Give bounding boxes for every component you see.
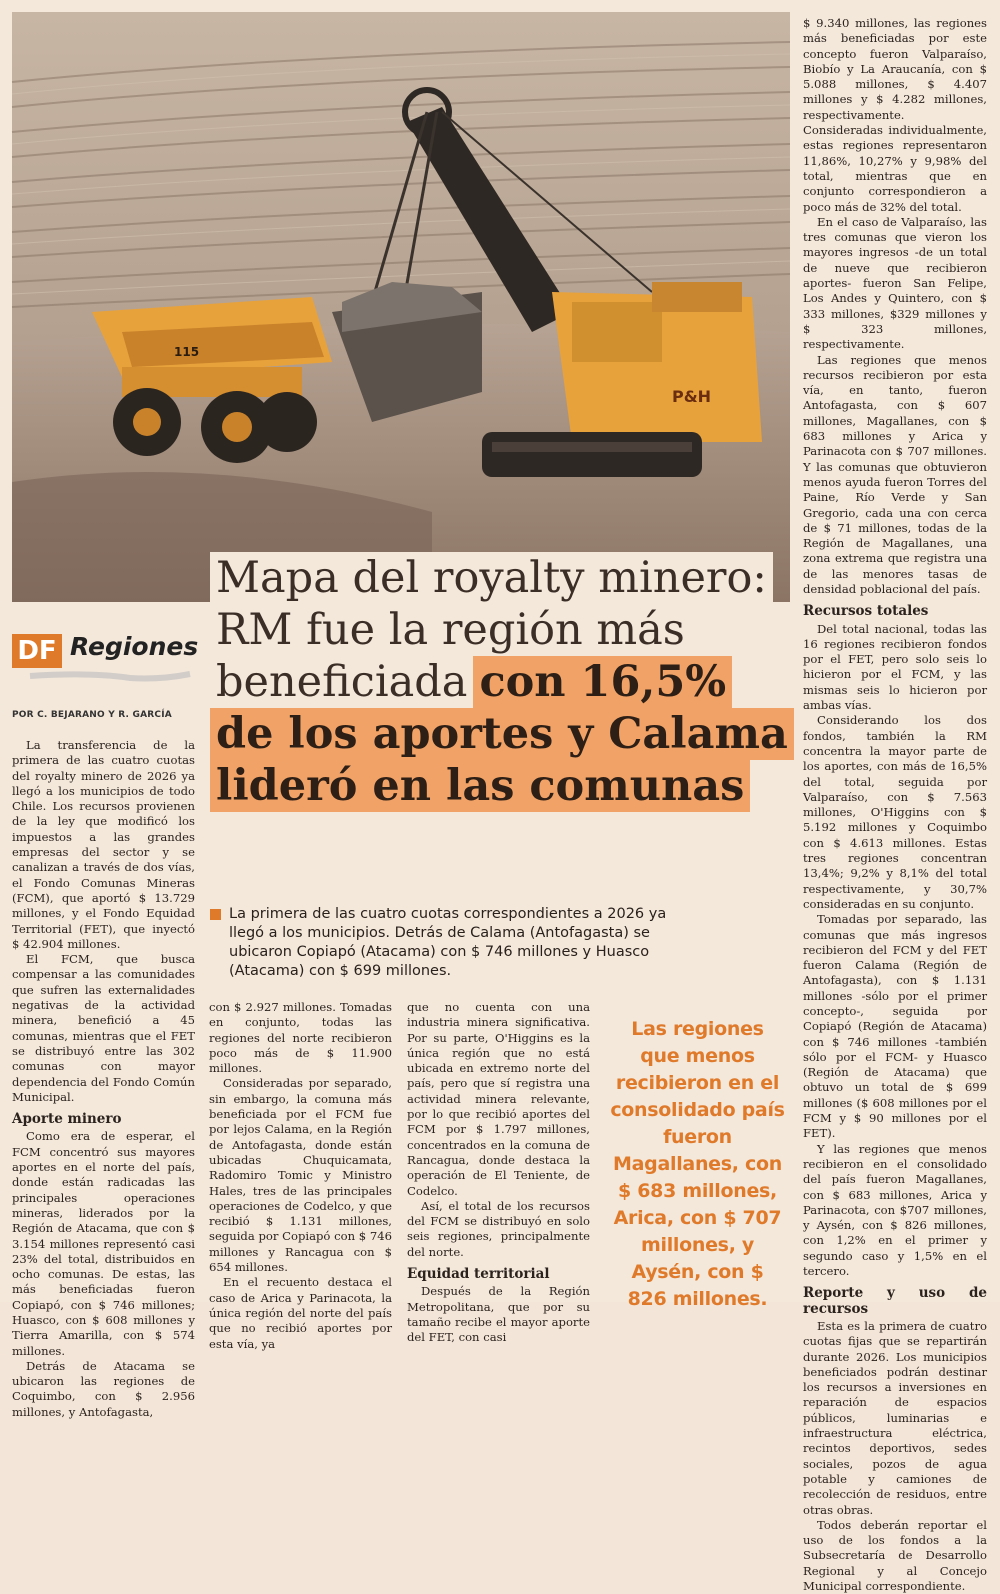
paragraph: Detrás de Atacama se ubicaron las regiones de Coquimbo, con $ 2.956 millones, y Antofagasta, [12, 1358, 195, 1419]
headline-line-1: Mapa del royalty minero: [210, 552, 773, 604]
byline: POR C. BEJARANO Y R. GARCÍA [12, 710, 172, 720]
section-badge [10, 628, 199, 690]
paragraph: Después de la Región Metropolitana, que por su tamaño recibe el mayor aporte del FET, con casi [407, 1284, 590, 1345]
paragraph: Tomadas por separado, las comunas que más ingresos recibieron del FCM y del FET fueron Calama (Región de Antofagasta), con $ 1.131 millones -sólo por el primer concepto-, seguida por Copiapó (Región de Atacama) con $ 746 millones -también sólo por el FCM- y Huasco (Región de Atacama) que obtuvo un total de $ 699 millones ($ 608 millones por el FCM y $ 90 millones por el FET). [803, 912, 987, 1141]
subheading-recursos-totales: Recursos totales [803, 603, 929, 620]
subheading-aporte-minero: Aporte minero [12, 1111, 122, 1128]
paragraph: Así, el total de los recursos del FCM se distribuyó en solo seis regiones, principalmente del norte. [407, 1198, 590, 1259]
paragraph: con $ 2.927 millones. Tomadas en conjunto, todas las regiones del norte recibieron poco más de $ 11.900 millones. [209, 1000, 392, 1076]
paragraph: Todos deberán reportar el uso de los fondos a la Subsecretaría de Desarrollo Regional y al Concejo Municipal correspondiente. [803, 1517, 987, 1593]
paragraph: El FCM, que busca compensar a las comunidades que sufren las externalidades negativas de la actividad minera, benefició a 45 comunas, mientras que el FET se distribuyó entre las 302 comunas con mayor dependencia del Fondo Común Municipal. [12, 952, 195, 1104]
lead-summary [210, 905, 680, 981]
haul-truck [92, 297, 332, 463]
column-2 [209, 1000, 392, 1352]
paragraph: La transferencia de la primera de las cuatro cuotas del royalty minero de 2026 ya llegó a los municipios de todo Chile. Los recursos provienen de la ley que modificó los impuestos a las grandes empresas del sector y se canalizan a través de dos vías, el Fondo Comunas Mineras (FCM), que aportó $ 13.729 millones, y el Fondo Equidad Territorial (FET), que inyectó $ 42.904 millones. [12, 738, 195, 951]
chile-map-icon [10, 628, 195, 690]
paragraph: En el caso de Valparaíso, las tres comunas que vieron los mayores ingresos -de un total de nueve que recibieron aportes- fueron San Felipe, Los Andes y Quintero, con $ 333 millones, $329 millones y $ 323 millones, respectivamente. [803, 214, 987, 352]
headline-line-2: RM fue la región más [210, 604, 691, 656]
lead-text: La primera de las cuatro cuotas correspondientes a 2026 ya llegó a los municipios. Detrás de Calama (Antofagasta) se ubicaron Copiapó (Atacama) con $ 746 millones y Huasco (Atacama) con $ 699 millones. [229, 906, 667, 979]
headline-line-4: de los aportes y Calama [210, 708, 794, 760]
df-logo: DF [12, 634, 62, 668]
headline-line-3b: con 16,5% [473, 656, 732, 708]
paragraph: Y las regiones que menos recibieron en el consolidado del país fueron Magallanes, con $ 683 millones, Arica y Parinacota, con $707 millones, y Aysén, con $ 826 millones, con 1,2% en el primer y segundo caso y 1,5% en el tercero. [803, 1141, 987, 1279]
subheading-reporte-uso: Reporte y uso de recursos [803, 1285, 987, 1317]
paragraph: Esta es la primera de cuatro cuotas fijas que se repartirán durante 2026. Los municipios beneficiados podrán destinar los recursos a inversiones en reparación de espacios públicos, luminarias e infraestructura eléctrica, recintos deportivos, sedes sociales, pozos de agua potable y camiones de recolección de residuos, entre otras obras. [803, 1318, 987, 1517]
column-3 [407, 1000, 590, 1346]
paragraph: Consideradas por separado, sin embargo, la comuna más beneficiada por el FCM fue por lejos Calama, en la Región de Antofagasta, donde están ubicadas Chuquicamata, Radomiro Tomic y Ministro Hales, tres de las principales operaciones de Codelco, y que recibió $ 1.131 millones, seguida por Copiapó con $ 746 millones y Rancagua con $ 654 millones. [209, 1076, 392, 1275]
paragraph: Considerando los dos fondos, también la RM concentra la mayor parte de los aportes, con más de 16,5% del total, seguida por Valparaíso, con $ 7.563 millones, O'Higgins con $ 5.192 millones y Coquimbo con $ 4.613 millones. Estas tres regiones concentran 13,4%; 9,2% y 8,1% del total respectivamente, y 30,7% consideradas en su conjunto. [803, 713, 987, 911]
column-1 [12, 738, 195, 1420]
paragraph: Como era de esperar, el FCM concentró sus mayores aportes en el norte del país, donde están radicadas las principales operaciones mineras, liderados por la Región de Atacama, que con $ 3.154 millones representó casi 23% del total, distribuidos en ocho comunas. De estas, las más beneficiadas fueron Copiapó, con $ 746 millones; Huasco, con $ 608 millones y Tierra Amarilla, con $ 574 millones. [12, 1129, 195, 1358]
pull-quote: Las regiones que menos recibieron en el consolidado país fueron Magallanes, con $ 683 millones, Arica, con $ 707 millones, y Aysén, con $ 826 millones. [610, 1018, 785, 1310]
background-watermark [620, 640, 639, 710]
headline-line-3a: beneficiada [210, 656, 473, 708]
paragraph: que no cuenta con una industria minera significativa. Por su parte, O'Higgins es la única región que no está ubicada en extremo norte del país, pero que sí registra una actividad minera relevante, por lo que recibió aportes del FCM por $ 1.797 millones, concentrados en la comuna de Rancagua, donde destaca la operación de El Teniente, de Codelco. [407, 1000, 590, 1198]
paragraph: Las regiones que menos recursos recibieron por esta vía, en tanto, fueron Antofagasta, con $ 607 millones, Magallanes, con $ 683 millones y Arica y Parinacota con $ 707 millones. Y las comunas que obtuvieron menos ayuda fueron Torres del Paine, Río Verde y San Gregorio, cada una con cerca de $ 71 millones, todas de la Región de Magallanes, una zona extrema que registra una de las menores tasas de densidad poblacional del país. [803, 352, 987, 596]
mine-photo [12, 12, 790, 602]
headline [210, 552, 795, 812]
column-right [803, 16, 987, 1594]
section-name: Regiones [70, 632, 199, 661]
shovel-brand: P&H [672, 387, 712, 406]
paragraph: Del total nacional, todas las 16 regiones recibieron fondos por el FET, pero solo seis lo hicieron por el FCM, y las mismas seis lo hicieron por ambas vías. [803, 621, 987, 713]
headline-line-5: lideró en las comunas [210, 760, 750, 812]
truck-number: 115 [174, 345, 200, 359]
paragraph: En el recuento destaca el caso de Arica y Parinacota, la única región del norte del país que no recibió aportes por esta vía, ya [209, 1275, 392, 1351]
bullet-square-icon [210, 909, 221, 920]
paragraph: $ 9.340 millones, las regiones más beneficiadas por este concepto fueron Valparaíso, Biobío y La Araucanía, con $ 5.088 millones, $ 4.407 millones y $ 4.282 millones, respectivamente. Consideradas individualmente, estas regiones representaron 11,86%, 10,27% y 9,98% del total, mientras que en conjunto correspondieron a poco más de 32% del total. [803, 16, 987, 214]
subheading-equidad-territorial: Equidad territorial [407, 1266, 550, 1283]
